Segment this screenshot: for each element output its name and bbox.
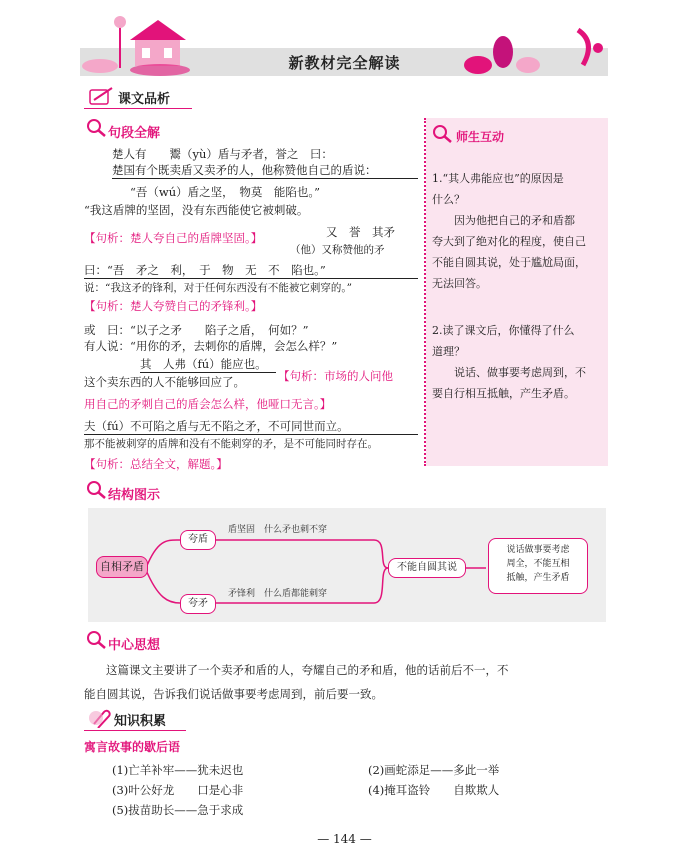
text-line-3a: 又 誉 其矛 <box>326 225 395 239</box>
translation-line-5: 有人说：“用你的矛，去刺你的盾牌，会怎么样？” <box>84 339 338 353</box>
comment-3a: 【句析：市场的人问他 <box>278 369 393 383</box>
sidebar-q2-line1: 2.读了课文后，你懂得了什么 <box>432 324 575 337</box>
magnifier-icon <box>86 630 108 650</box>
comment-4: 【句析：总结全文，解题。】 <box>84 457 228 471</box>
section-title-knowledge: 知识积累 <box>114 714 167 729</box>
subsection-central-title: 中心思想 <box>108 638 161 653</box>
magnifier-icon <box>86 480 108 500</box>
diagram-note-spear: 矛锋利 什么盾都能刺穿 <box>228 589 328 599</box>
sidebar-a1-line4: 无法回答。 <box>432 277 487 290</box>
sidebar-a1-line2: 夸大到了绝对化的程度，使自己 <box>432 235 586 248</box>
text-line-4: 曰：“吾 矛之 利， 于 物 无 不 陷也。” <box>84 262 418 279</box>
comment-3b: 用自己的矛刺自己的盾会怎么样，他哑口无言。】 <box>84 397 332 411</box>
header-title: 新教材完全解读 <box>288 54 401 72</box>
translation-line-1: 楚国有个既卖盾又卖矛的人，他称赞他自己的盾说： <box>112 162 418 179</box>
translation-line-2: “我这盾牌的坚固，没有东西能使它被刺破。 <box>84 203 309 217</box>
translation-line-4: 说：“我这矛的锋利，对于任何东西没有不能被它刺穿的。” <box>84 282 352 294</box>
subsection-sentence-title: 句段全解 <box>108 126 161 141</box>
sidebar-title: 师生互动 <box>456 130 505 144</box>
sidebar-a2-line2: 要自行相互抵触，产生矛盾。 <box>432 387 575 400</box>
sidebar-q1-line1: 1.“其人弗能应也”的原因是 <box>432 172 564 185</box>
translation-line-3b: （他）又称赞他的矛 <box>290 244 385 256</box>
subsection-structure-title: 结构图示 <box>108 488 161 503</box>
text-line-6: 其 人弗（fú）能应也。 <box>140 356 276 373</box>
idiom-item-3: (3)叶公好龙 口是心非 <box>112 783 244 797</box>
diagram-lesson-line2: 周全，不能互相 <box>506 559 570 569</box>
sidebar-q1-line2: 什么？ <box>432 193 465 206</box>
page-number: — 144 — <box>317 832 372 846</box>
diagram-node-spear: 夸矛 <box>180 594 216 614</box>
diagram-node-lesson <box>488 538 588 594</box>
sidebar-q2 <box>432 320 606 404</box>
diagram-lesson-line3: 抵触，产生矛盾 <box>506 573 570 583</box>
diagram-node-contradiction: 不能自圆其说 <box>388 558 466 578</box>
comment-1: 【句析：楚人夸自己的盾牌坚固。】 <box>84 231 263 245</box>
sidebar-a1-line1: 因为他把自己的矛和盾都 <box>454 214 575 227</box>
structure-diagram <box>88 508 606 622</box>
text-line-5: 或 曰：“以子之矛 陷子之盾， 何如？” <box>84 323 309 337</box>
sidebar-q2-line2: 道理？ <box>432 345 465 358</box>
paperclip-icon <box>86 706 112 728</box>
knowledge-subtitle: 寓言故事的歇后语 <box>84 740 181 754</box>
idiom-item-2: (2)画蛇添足——多此一举 <box>368 763 500 777</box>
idiom-item-4: (4)掩耳盗铃 自欺欺人 <box>368 783 500 797</box>
central-paragraph-line2: 能自圆其说，告诉我们说话做事要考虑周到，前后要一致。 <box>84 687 383 701</box>
text-line-7: 夫（fú）不可陷之盾与无不陷之矛，不可同世而立。 <box>84 418 418 435</box>
diagram-lesson-line1: 说话做事要考虑 <box>506 545 570 555</box>
section-title-analysis: 课文品析 <box>118 92 171 107</box>
diagram-note-shield: 盾坚固 什么矛也刺不穿 <box>228 525 328 535</box>
magnifier-icon <box>86 118 108 138</box>
pen-note-icon <box>86 86 116 108</box>
sidebar-a1-line3: 不能自圆其说，处于尴尬局面， <box>432 256 586 269</box>
diagram-root-node: 自相矛盾 <box>96 556 148 578</box>
section-underline <box>84 730 186 731</box>
text-line-2: “吾（wú）盾之坚， 物莫 能陷也。” <box>130 185 321 199</box>
text-line-1: 楚人有 鬻（yù）盾与矛者，誉之 曰： <box>112 147 333 161</box>
central-paragraph-line1: 这篇课文主要讲了一个卖矛和盾的人，夸耀自己的矛和盾，他的话前后不一，不 <box>106 663 509 677</box>
idiom-item-5: (5)拔苗助长——急于求成 <box>112 803 244 817</box>
translation-line-6: 这个卖东西的人不能够回应了。 <box>84 375 245 389</box>
sidebar-divider <box>424 118 426 466</box>
comment-2: 【句析：楚人夸赞自己的矛锋利。】 <box>84 299 263 313</box>
idiom-item-1: (1)亡羊补牢——犹未迟也 <box>112 763 244 777</box>
magnifier-icon <box>432 124 454 144</box>
sidebar-q1 <box>432 168 606 294</box>
sidebar-a2-line1: 说话、做事要考虑周到，不 <box>454 366 586 379</box>
translation-line-7: 那不能被刺穿的盾牌和没有不能刺穿的矛，是不可能同时存在。 <box>84 438 378 450</box>
diagram-node-shield: 夸盾 <box>180 530 216 550</box>
section-underline <box>84 108 192 109</box>
